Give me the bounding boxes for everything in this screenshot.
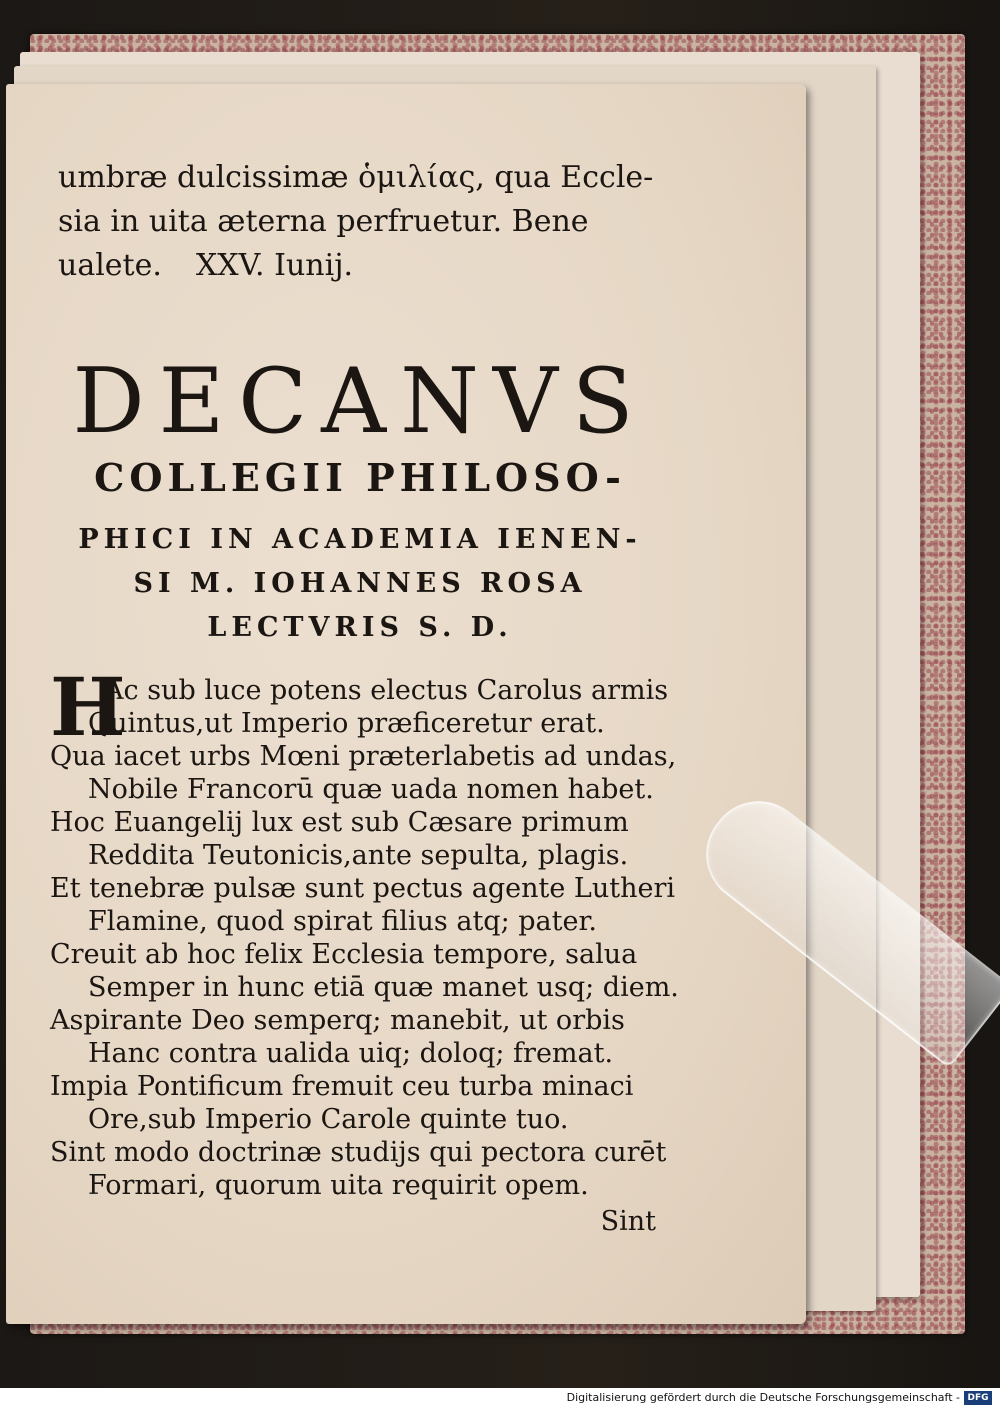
heading-line: PHICI IN ACADEMIA IENEN-	[78, 524, 642, 555]
heading-line: SI M. IOHANNES ROSA	[133, 568, 587, 599]
poem-line: Hoc Euangelij lux est sub Cæsare primum	[50, 807, 629, 838]
poem-line: Sint modo doctrinæ studijs qui pectora curēt	[50, 1137, 667, 1168]
drop-initial: H	[50, 660, 126, 754]
poem-line: Et tenebræ pulsæ sunt pectus agente Lutheri	[50, 873, 675, 904]
poem-line: Ac sub luce potens electus Carolus armis	[104, 675, 669, 706]
funding-notice: Digitalisierung gefördert durch die Deutsche Forschungsgemeinschaft -	[566, 1391, 960, 1404]
dfg-logo: DFG	[964, 1391, 992, 1405]
heading-line: COLLEGII PHILOSO-	[94, 455, 626, 500]
poem-line: Quintus,ut Imperio præficeretur erat.	[88, 708, 605, 739]
heading-line: LECTVRIS S. D.	[207, 612, 513, 643]
poem-line: Hanc contra ualida uiq; doloq; fremat.	[88, 1038, 614, 1069]
poem-line: Creuit ab hoc felix Ecclesia tempore, salua	[50, 939, 638, 970]
closing: ualete.	[58, 248, 162, 283]
catchword: Sint	[600, 1206, 656, 1237]
prose-line	[58, 244, 668, 288]
poem-line: Reddita Teutonicis,ante sepulta, plagis.	[88, 840, 629, 871]
prose-paragraph	[58, 156, 668, 288]
footer-bar	[0, 1388, 1000, 1408]
poem-line: Formari, quorum uita requirit opem.	[88, 1170, 589, 1201]
poem-line: Semper in hunc etiā quæ manet usq; diem.	[88, 972, 679, 1003]
date: XXV. Iunij.	[195, 248, 354, 283]
poem-line: Ore,sub Imperio Carole quinte tuo.	[88, 1104, 569, 1135]
poem-line: Nobile Francorū quæ uada nomen habet.	[88, 774, 654, 805]
poem-line: Impia Pontificum fremuit ceu turba minaci	[50, 1071, 634, 1102]
prose-line: umbræ dulcissimæ ὁμιλίας, qua Eccle-	[58, 160, 654, 195]
heading-title: DECANVS	[72, 349, 648, 454]
poem	[50, 660, 679, 1202]
book-page	[6, 84, 806, 1324]
poem-line: Flamine, quod spirat filius atq; pater.	[88, 906, 597, 937]
prose-line: sia in uita æterna perfruetur. Bene	[58, 204, 589, 239]
poem-line: Aspirante Deo semperq; manebit, ut orbis	[50, 1005, 625, 1036]
poem-line: Qua iacet urbs Mœni præterlabetis ad undas,	[50, 741, 677, 772]
